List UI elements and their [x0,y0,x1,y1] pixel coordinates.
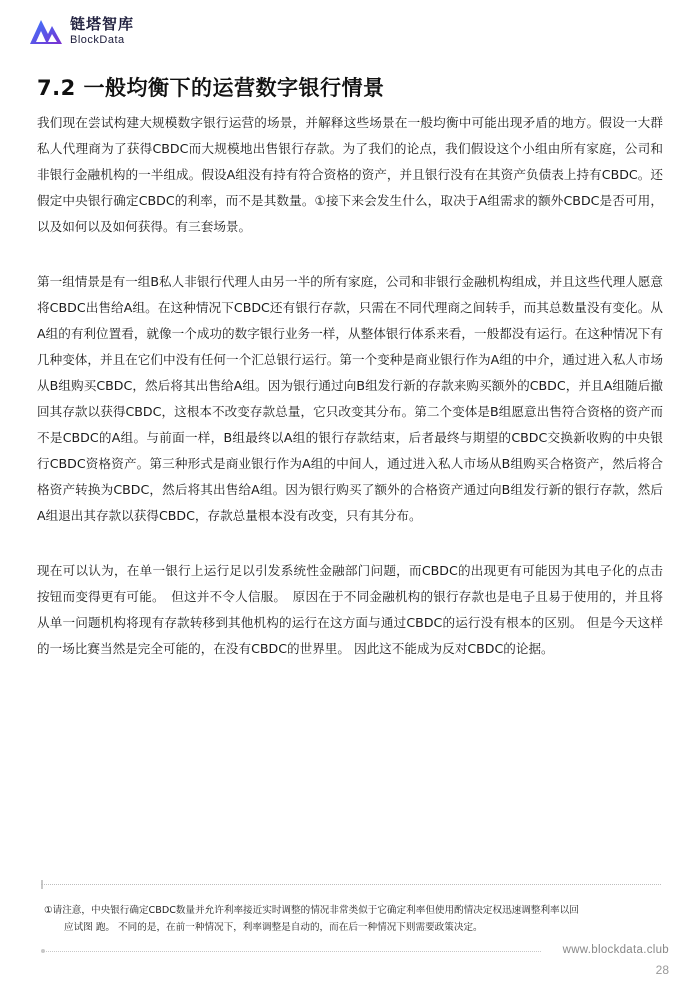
footnote-separator [41,884,661,885]
footnote [44,902,662,936]
body-text [37,110,663,691]
paragraph-conclusion: 现在可以认为，在单一银行上运行足以引发系统性金融部门问题，而CBDC的出现更有可能因为其电子化的点击按钮而变得更有可能。 但这并不令人信服。 原因在于不同金融机构的银行存款也是电子且易于使用的，并且将从单一问题机构将现有存款转移到其他机构的运行在这方面与通过CBDC的运行没有根本的区别。 但是今天这样的一场比赛当然是完全可能的，在没有CBDC的世界里。 因此这不能成为反对CBDC的论据。 [37,563,663,656]
footnote-line-1: ①请注意，中央银行确定CBDC数量并允许利率接近实时调整的情况非常类似于它确定利率但使用酌情决定权迅速调整利率以回 [44,905,579,916]
logo-english-name: BlockData [70,33,125,46]
logo-chinese-name: 链塔智库 [70,14,135,33]
website-link[interactable]: www.blockdata.club [562,944,669,956]
blockdata-logo-icon [28,16,64,46]
paragraph-first-scenario: 第一组情景是有一组B私人非银行代理人由另一半的所有家庭，公司和非银行金融机构组成，并且这些代理人愿意将CBDC出售给A组。在这种情况下CBDC还有银行存款，只需在不同代理商之间转手，而其总数量没有变化。从A组的有利位置看，就像一个成功的数字银行业务一样，从整体银行体系来看，一般都没有运行。在这种情况下有几种变体，并且在它们中没有任何一个汇总银行运行。第一个变种是商业银行作为A组的中介，通过进入私人市场从B组购买CBDC，然后将其出售给A组。因为银行通过向B组发行新的存款来购买额外的CBDC，并且A组随后撤回其存款以获得CBDC，这根本不改变存款总量，它只改变其分布。第二个变体是B组愿意出售符合资格的资产而不是CBDC的A组。与前面一样，B组最终以A组的银行存款结束，后者最终与期望的CBDC交换新收购的中央银行CBDC资格资产。第三种形式是商业银行作为A组的中间人，通过进入私人市场从B组购买合格资产，然后将合格资产转换为CBDC，然后将其出售给A组。因为银行购买了额外的合格资产通过向B组发行新的银行存款，然后A组退出其存款以获得CBDC，存款总量根本没有改变，只有其分布。 [37,274,663,523]
footnote-line-2: 应试图 跑。 不同的是，在前一种情况下，利率调整是自动的，而在后一种情况下则需要政策决定。 [64,922,483,933]
footer-rule [44,951,541,952]
paragraph-intro: 我们现在尝试构建大规模数字银行运营的场景，并解释这些场景在一般均衡中可能出现矛盾的地方。假设一大群私人代理商为了获得CBDC而大规模地出售银行存款。为了我们的论点，我们假设这个小组由所有家庭，公司和非银行金融机构的一半组成。假设A组没有持有符合资格的资产，并且银行没有在其资产负债表上持有CBDC。还假定中央银行确定CBDC的利率，而不是其数量。①接下来会发生什么，取决于A组需求的额外CBDC是否可用，以及如何以及如何获得。有三套场景。 [37,115,663,234]
page-number: 28 [655,963,669,977]
section-title: 7.2 一般均衡下的运营数字银行情景 [37,76,385,100]
brand-logo [28,14,134,48]
